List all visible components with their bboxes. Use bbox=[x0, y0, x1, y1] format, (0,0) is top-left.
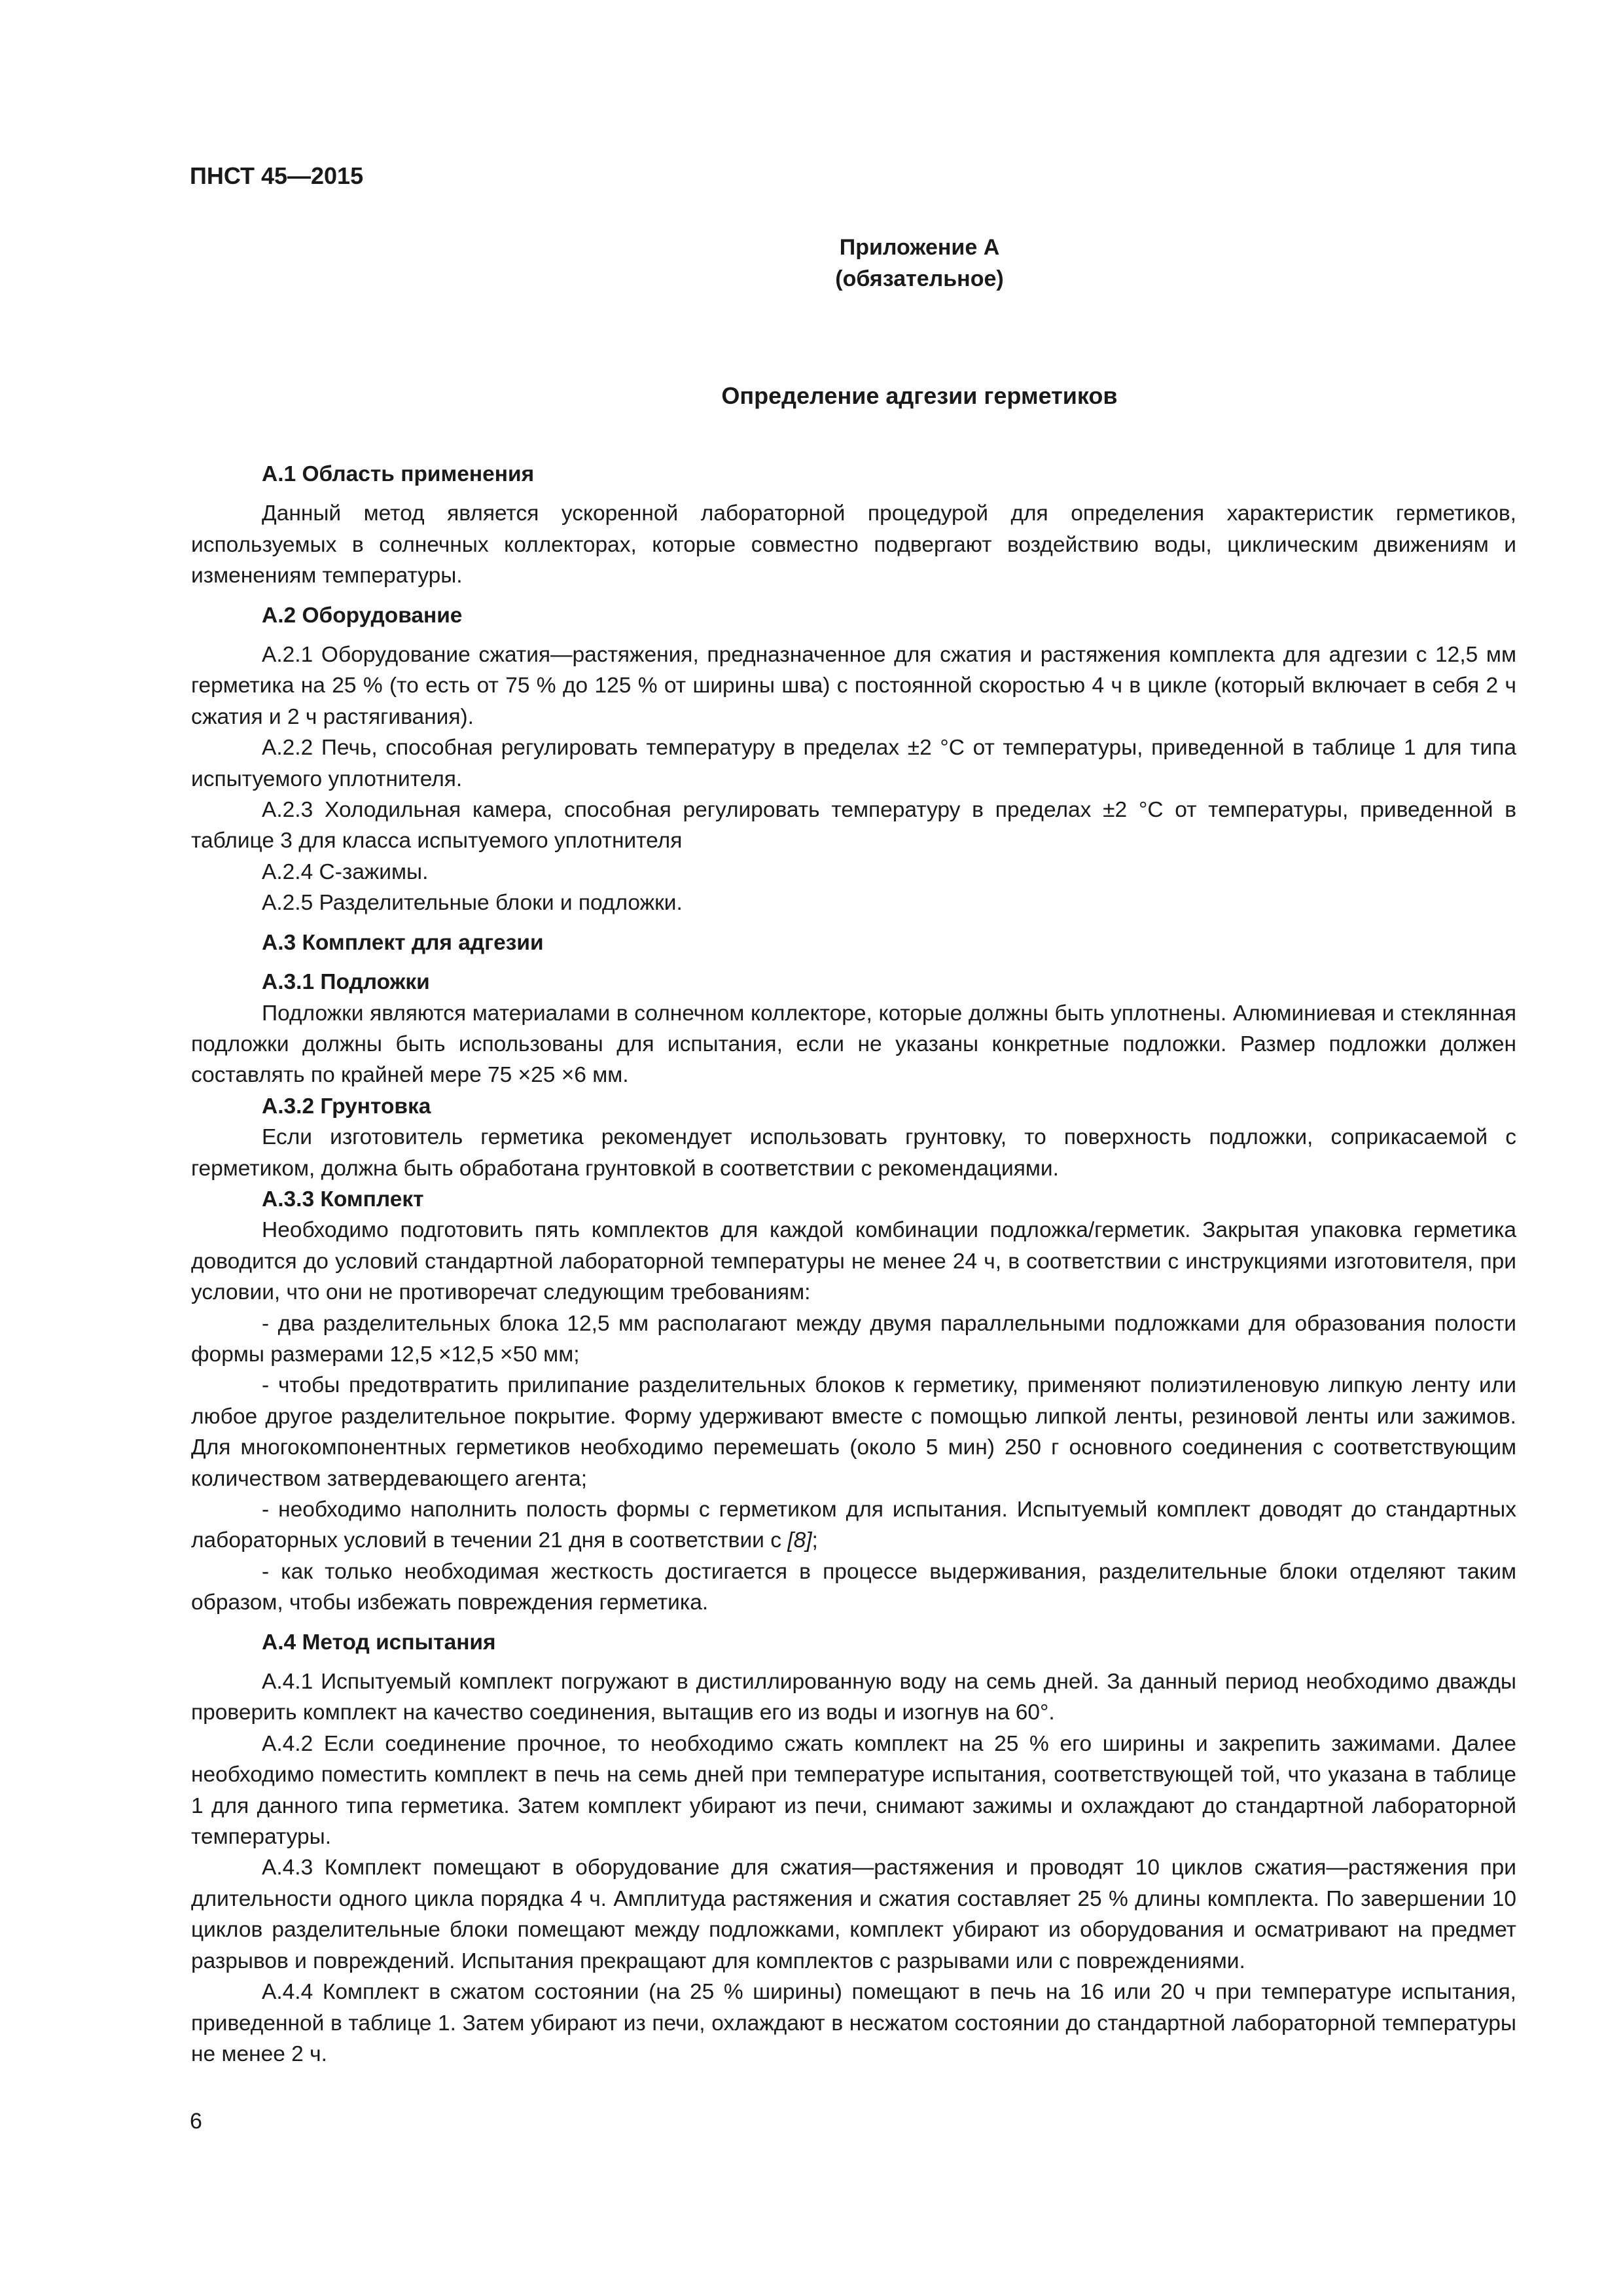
annex-heading bbox=[0, 232, 1623, 295]
paragraph-a4-2: А.4.2 Если соединение прочное, то необходимо сжать комплект на 25 % его ширины и закрепить зажимами. Далее необходимо поместить комплект в печь на семь дней при температуре испытания, соответствующей той, что указана в таблице 1 для данного типа герметика. Затем комплект убирают из печи, снимают зажимы и охлаждают до стандартной лабораторной температуры. bbox=[191, 1731, 1516, 1850]
annex-label: Приложение А bbox=[839, 235, 1000, 260]
list-item-a3-3-4: - как только необходимая жесткость достигается в процессе выдерживания, разделительные блоки отделяют таким образом, чтобы избежать повреждения герметика. bbox=[191, 1559, 1516, 1615]
paragraph-a4-4: А.4.4 Комплект в сжатом состоянии (на 25 % ширины) помещают в печь на 16 или 20 ч при температуре испытания, приведенной в таблице 1. Затем убирают из печи, охлаждают в несжатом состоянии до стандартной лабораторной температуры не менее 2 ч. bbox=[191, 1980, 1516, 2066]
page-number: 6 bbox=[190, 2109, 202, 2134]
subsection-heading-a3-3: А.3.3 Комплект bbox=[262, 1187, 424, 1211]
annex-title-wrap bbox=[0, 382, 1623, 410]
paragraph-a2-3: А.2.3 Холодильная камера, способная регулировать температуру в пределах ±2 °С от температуры, приведенной в таблице 3 для класса испытуемого уплотнителя bbox=[191, 798, 1516, 853]
section-heading-a2: А.2 Оборудование bbox=[262, 603, 463, 628]
paragraph-a1: Данный метод является ускоренной лабораторной процедурой для определения характеристик герметиков, используемых в солнечных коллекторах, которые совместно подвергают воздействию воды, циклическим движениям и изменениям температуры. bbox=[191, 501, 1516, 588]
list-item-a3-3-1: - два разделительных блока 12,5 мм располагают между двумя параллельными подложками для образования полости формы размерами 12,5 ×12,5 ×50 мм; bbox=[191, 1311, 1516, 1367]
document-body bbox=[191, 450, 1516, 2070]
list-item-a3-3-3 bbox=[191, 1494, 1516, 1556]
paragraph-a2-2: А.2.2 Печь, способная регулировать температуру в пределах ±2 °С от температуры, приведенной в таблице 1 для типа испытуемого уплотнителя. bbox=[191, 736, 1516, 791]
section-heading-a3: А.3 Комплект для адгезии bbox=[262, 930, 544, 955]
section-heading-a1: А.1 Область применения bbox=[262, 462, 535, 486]
paragraph-a4-1: А.4.1 Испытуемый комплект погружают в дистиллированную воду на семь дней. За данный период необходимо дважды проверить комплект на качество соединения, вытащив его из воды и изогнув на 60°. bbox=[191, 1670, 1516, 1725]
annex-title: Определение адгезии герметиков bbox=[721, 382, 1118, 409]
subsection-heading-a3-2: А.3.2 Грунтовка bbox=[262, 1094, 431, 1119]
list-item-a3-3-3-end: ; bbox=[812, 1528, 818, 1553]
subsection-heading-a3-1: А.3.1 Подложки bbox=[262, 970, 430, 995]
section-heading-a4: А.4 Метод испытания bbox=[262, 1630, 496, 1655]
paragraph-a3-2: Если изготовитель герметика рекомендует использовать грунтовку, то поверхность подложки, соприкасаемой с герметиком, должна быть обработана грунтовкой в соответствии с рекомендациями. bbox=[191, 1125, 1516, 1181]
document-code: ПНСТ 45—2015 bbox=[190, 162, 364, 189]
bibliography-reference[interactable]: [8] bbox=[787, 1528, 812, 1553]
annex-status: (обязательное) bbox=[835, 266, 1004, 291]
paragraph-a2-1: А.2.1 Оборудование сжатия—растяжения, предназначенное для сжатия и растяжения комплекта для адгезии с 12,5 мм герметика на 25 % (то есть от 75 % до 125 % от ширины шва) с постоянной скоростью 4 ч в цикле (который включает в себя 2 ч сжатия и 2 ч растягивания). bbox=[191, 643, 1516, 729]
paragraph-a3-3: Необходимо подготовить пять комплектов для каждой комбинации подложка/герметик. Закрытая упаковка герметика доводится до условий стандартной лабораторной температуры не менее 24 ч, в соответствии с инструкциями изготовителя, при условии, что они не противоречат следующим требованиям: bbox=[191, 1218, 1516, 1305]
paragraph-a2-4: А.2.4 С-зажимы. bbox=[262, 859, 429, 884]
list-item-a3-3-2: - чтобы предотвратить прилипание разделительных блоков к герметику, применяют полиэтиленовую липкую ленту или любое другое разделительное покрытие. Форму удерживают вместе с помощью липкой ленты, резиновой ленты или зажимов. Для многокомпонентных герметиков необходимо перемешать (около 5 мин) 250 г основного соединения с соответствующим количеством затвердевающего агента; bbox=[191, 1373, 1516, 1491]
paragraph-a3-1: Подложки являются материалами в солнечном коллекторе, которые должны быть уплотнены. Алюминиевая и стеклянная подложки должны быть использованы для испытания, если не указаны конкретные подложки. Размер подложки должен составлять по крайней мере 75 ×25 ×6 мм. bbox=[191, 1001, 1516, 1088]
paragraph-a2-5: А.2.5 Разделительные блоки и подложки. bbox=[262, 891, 683, 916]
paragraph-a4-3: А.4.3 Комплект помещают в оборудование для сжатия—растяжения и проводят 10 циклов сжатия—растяжения при длительности одного цикла порядка 4 ч. Амплитуда растяжения и сжатия составляет 25 % длины комплекта. По завершении 10 циклов разделительные блоки помещают между подложками, комплект убирают из оборудования и осматривают на предмет разрывов и повреждений. Испытания прекращают для комплектов с разрывами или с повреждениями. bbox=[191, 1856, 1516, 1973]
list-item-a3-3-3-text: - необходимо наполнить полость формы с герметиком для испытания. Испытуемый комплект доводят до стандартных лабораторных условий в течении 21 дня в соответствии с bbox=[191, 1498, 1516, 1553]
